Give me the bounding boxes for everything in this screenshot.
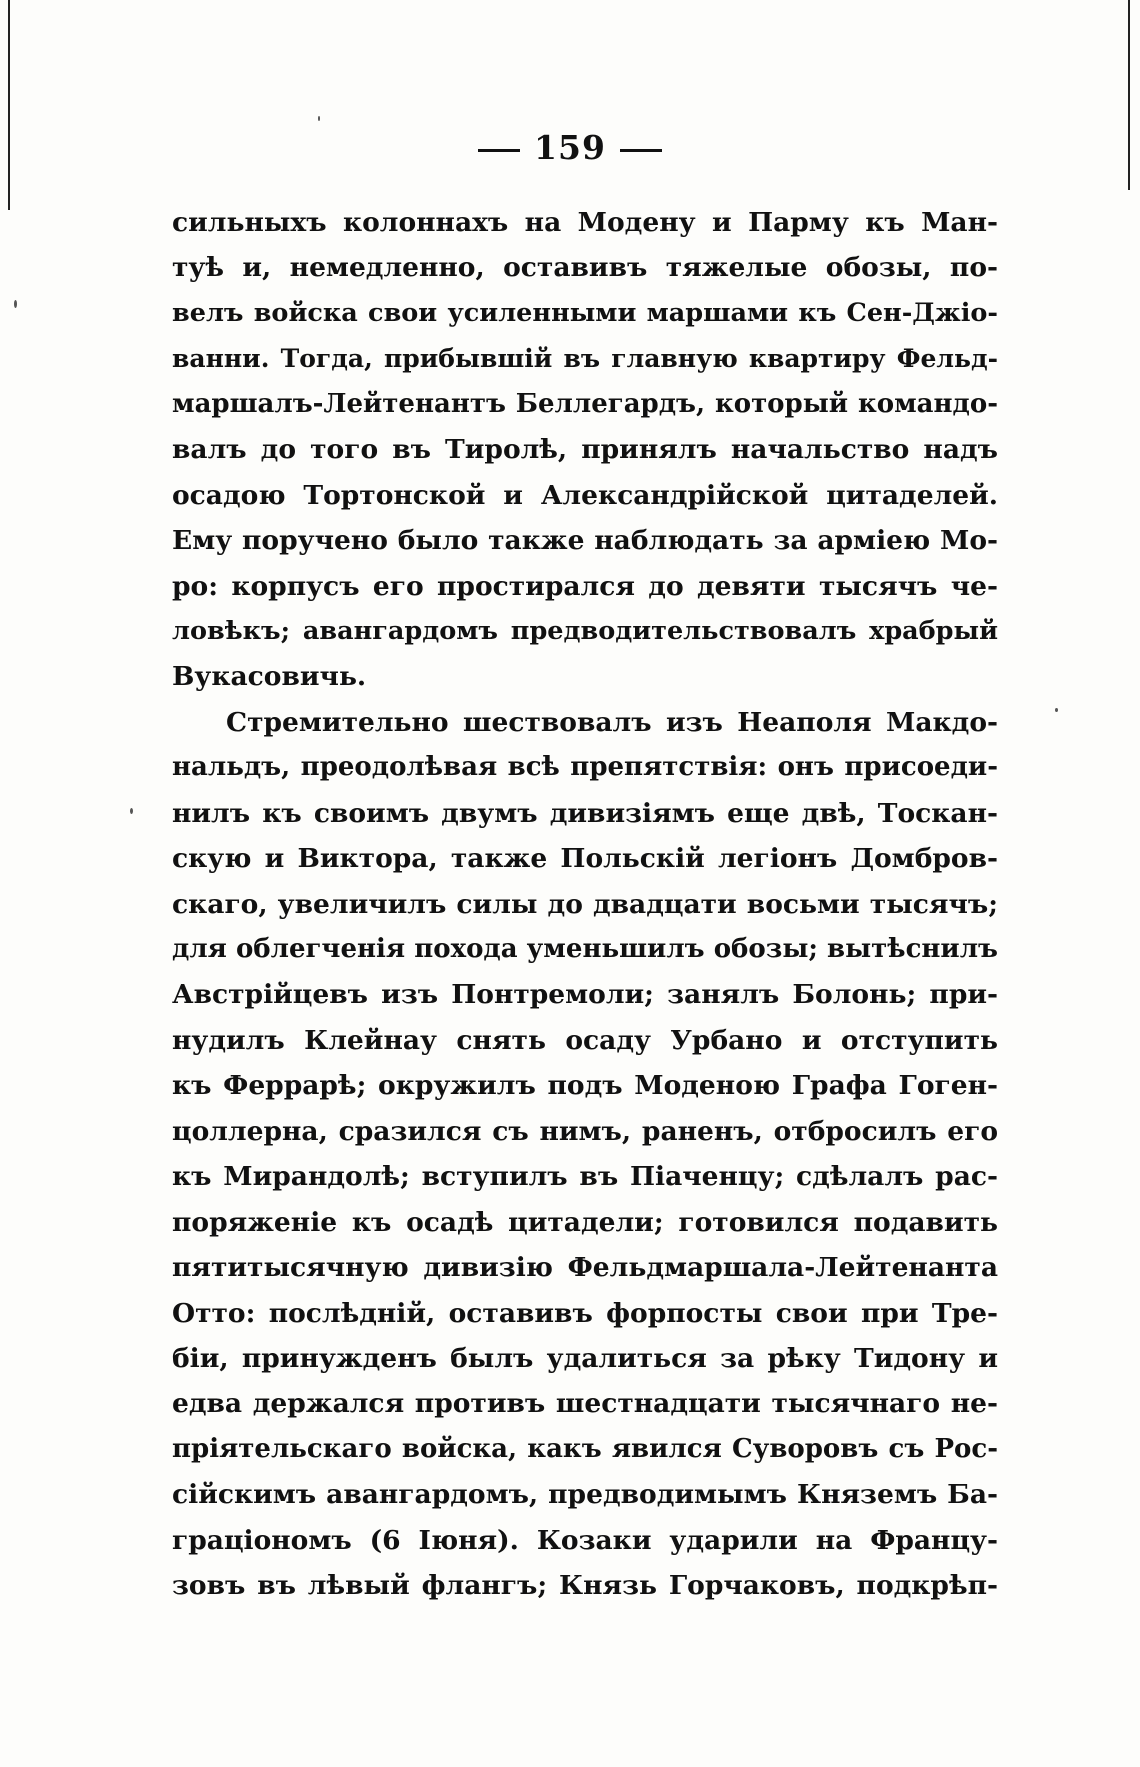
text-line: Австрійцевъ изъ Понтремоли; занялъ Болонь; при-: [172, 979, 998, 1011]
text-line: ро: корпусъ его простирался до девяти тысячъ че-: [172, 570, 998, 602]
body-text: [172, 200, 998, 1609]
text-line: для облегченія похода уменьшилъ обозы; вытѣснилъ: [172, 934, 998, 964]
text-line: валъ до того въ Тиролѣ, принялъ начальство надъ: [172, 434, 998, 466]
text-line: маршалъ-Лейтенантъ Беллегардъ, который командо-: [172, 388, 998, 419]
text-line: Отто: послѣдній, оставивъ форпосты свои при Тре-: [172, 1297, 998, 1329]
text-line: Вукасовичь.: [172, 661, 367, 693]
scan-speck: [14, 300, 17, 308]
text-line: нилъ къ своимъ двумъ дивизіямъ еще двѣ, Тоскан-: [172, 797, 998, 829]
text-line: нудилъ Клейнау снять осаду Урбано и отступить: [172, 1024, 998, 1056]
scan-speck: [130, 808, 133, 814]
text-line: велъ войска свои усиленными маршами къ Сен-Джіо-: [172, 297, 998, 328]
text-line: ванни. Тогда, прибывшій въ главную квартиру Фельд-: [172, 344, 998, 374]
scan-speck: [318, 116, 320, 121]
text-line: къ Мирандолѣ; вступилъ въ Піаченцу; сдѣлалъ рас-: [172, 1161, 998, 1193]
text-line: пятитысячную дивизію Фельдмаршала-Лейтенанта: [172, 1252, 998, 1284]
text-line: скаго, увеличилъ силы до двадцати восьми тысячъ;: [172, 888, 998, 920]
text-line: туѣ и, немедленно, оставивъ тяжелые обозы, по-: [172, 252, 998, 284]
text-line: Стремительно шествовалъ изъ Неаполя Макдо-: [226, 706, 998, 738]
text-line: цоллерна, сразился съ нимъ, раненъ, отбросилъ его: [172, 1115, 998, 1147]
text-line: сійскимъ авангардомъ, предводимымъ Княземъ Ба-: [172, 1479, 998, 1511]
text-line: къ Феррарѣ; окружилъ подъ Моденою Графа Гоген-: [172, 1070, 998, 1102]
text-line: сильныхъ колоннахъ на Модену и Парму къ Ман-: [172, 207, 998, 238]
page-number-value: 159: [534, 128, 606, 167]
scan-edge-left: [8, 0, 10, 210]
text-line: пріятельскаго войска, какъ явился Суворовъ съ Рос-: [172, 1433, 998, 1464]
scan-speck: [1055, 708, 1058, 712]
text-line: поряженіе къ осадѣ цитадели; готовился подавить: [172, 1206, 998, 1238]
text-line: осадою Тортонской и Александрійской цитаделей.: [172, 479, 998, 511]
text-line: скую и Виктора, также Польскій легіонъ Домбров-: [172, 843, 998, 875]
text-line: граціономъ (6 Іюня). Козаки ударили на Францу-: [172, 1524, 998, 1556]
page-number-dash-right: [620, 149, 662, 152]
text-line: Ему поручено было также наблюдать за арміею Мо-: [172, 525, 998, 557]
text-line: біи, принужденъ былъ удалиться за рѣку Тидону и: [172, 1342, 998, 1374]
text-line: едва держался противъ шестнадцати тысячнаго не-: [172, 1388, 998, 1420]
text-line: ловѣкъ; авангардомъ предводительствовалъ храбрый: [172, 615, 998, 646]
page-number: [0, 128, 1140, 167]
text-line: нальдъ, преодолѣвая всѣ препятствія: онъ присоеди-: [172, 752, 998, 783]
page-number-dash-left: [478, 149, 520, 152]
text-line: зовъ въ лѣвый флангъ; Князь Горчаковъ, подкрѣп-: [172, 1570, 998, 1602]
